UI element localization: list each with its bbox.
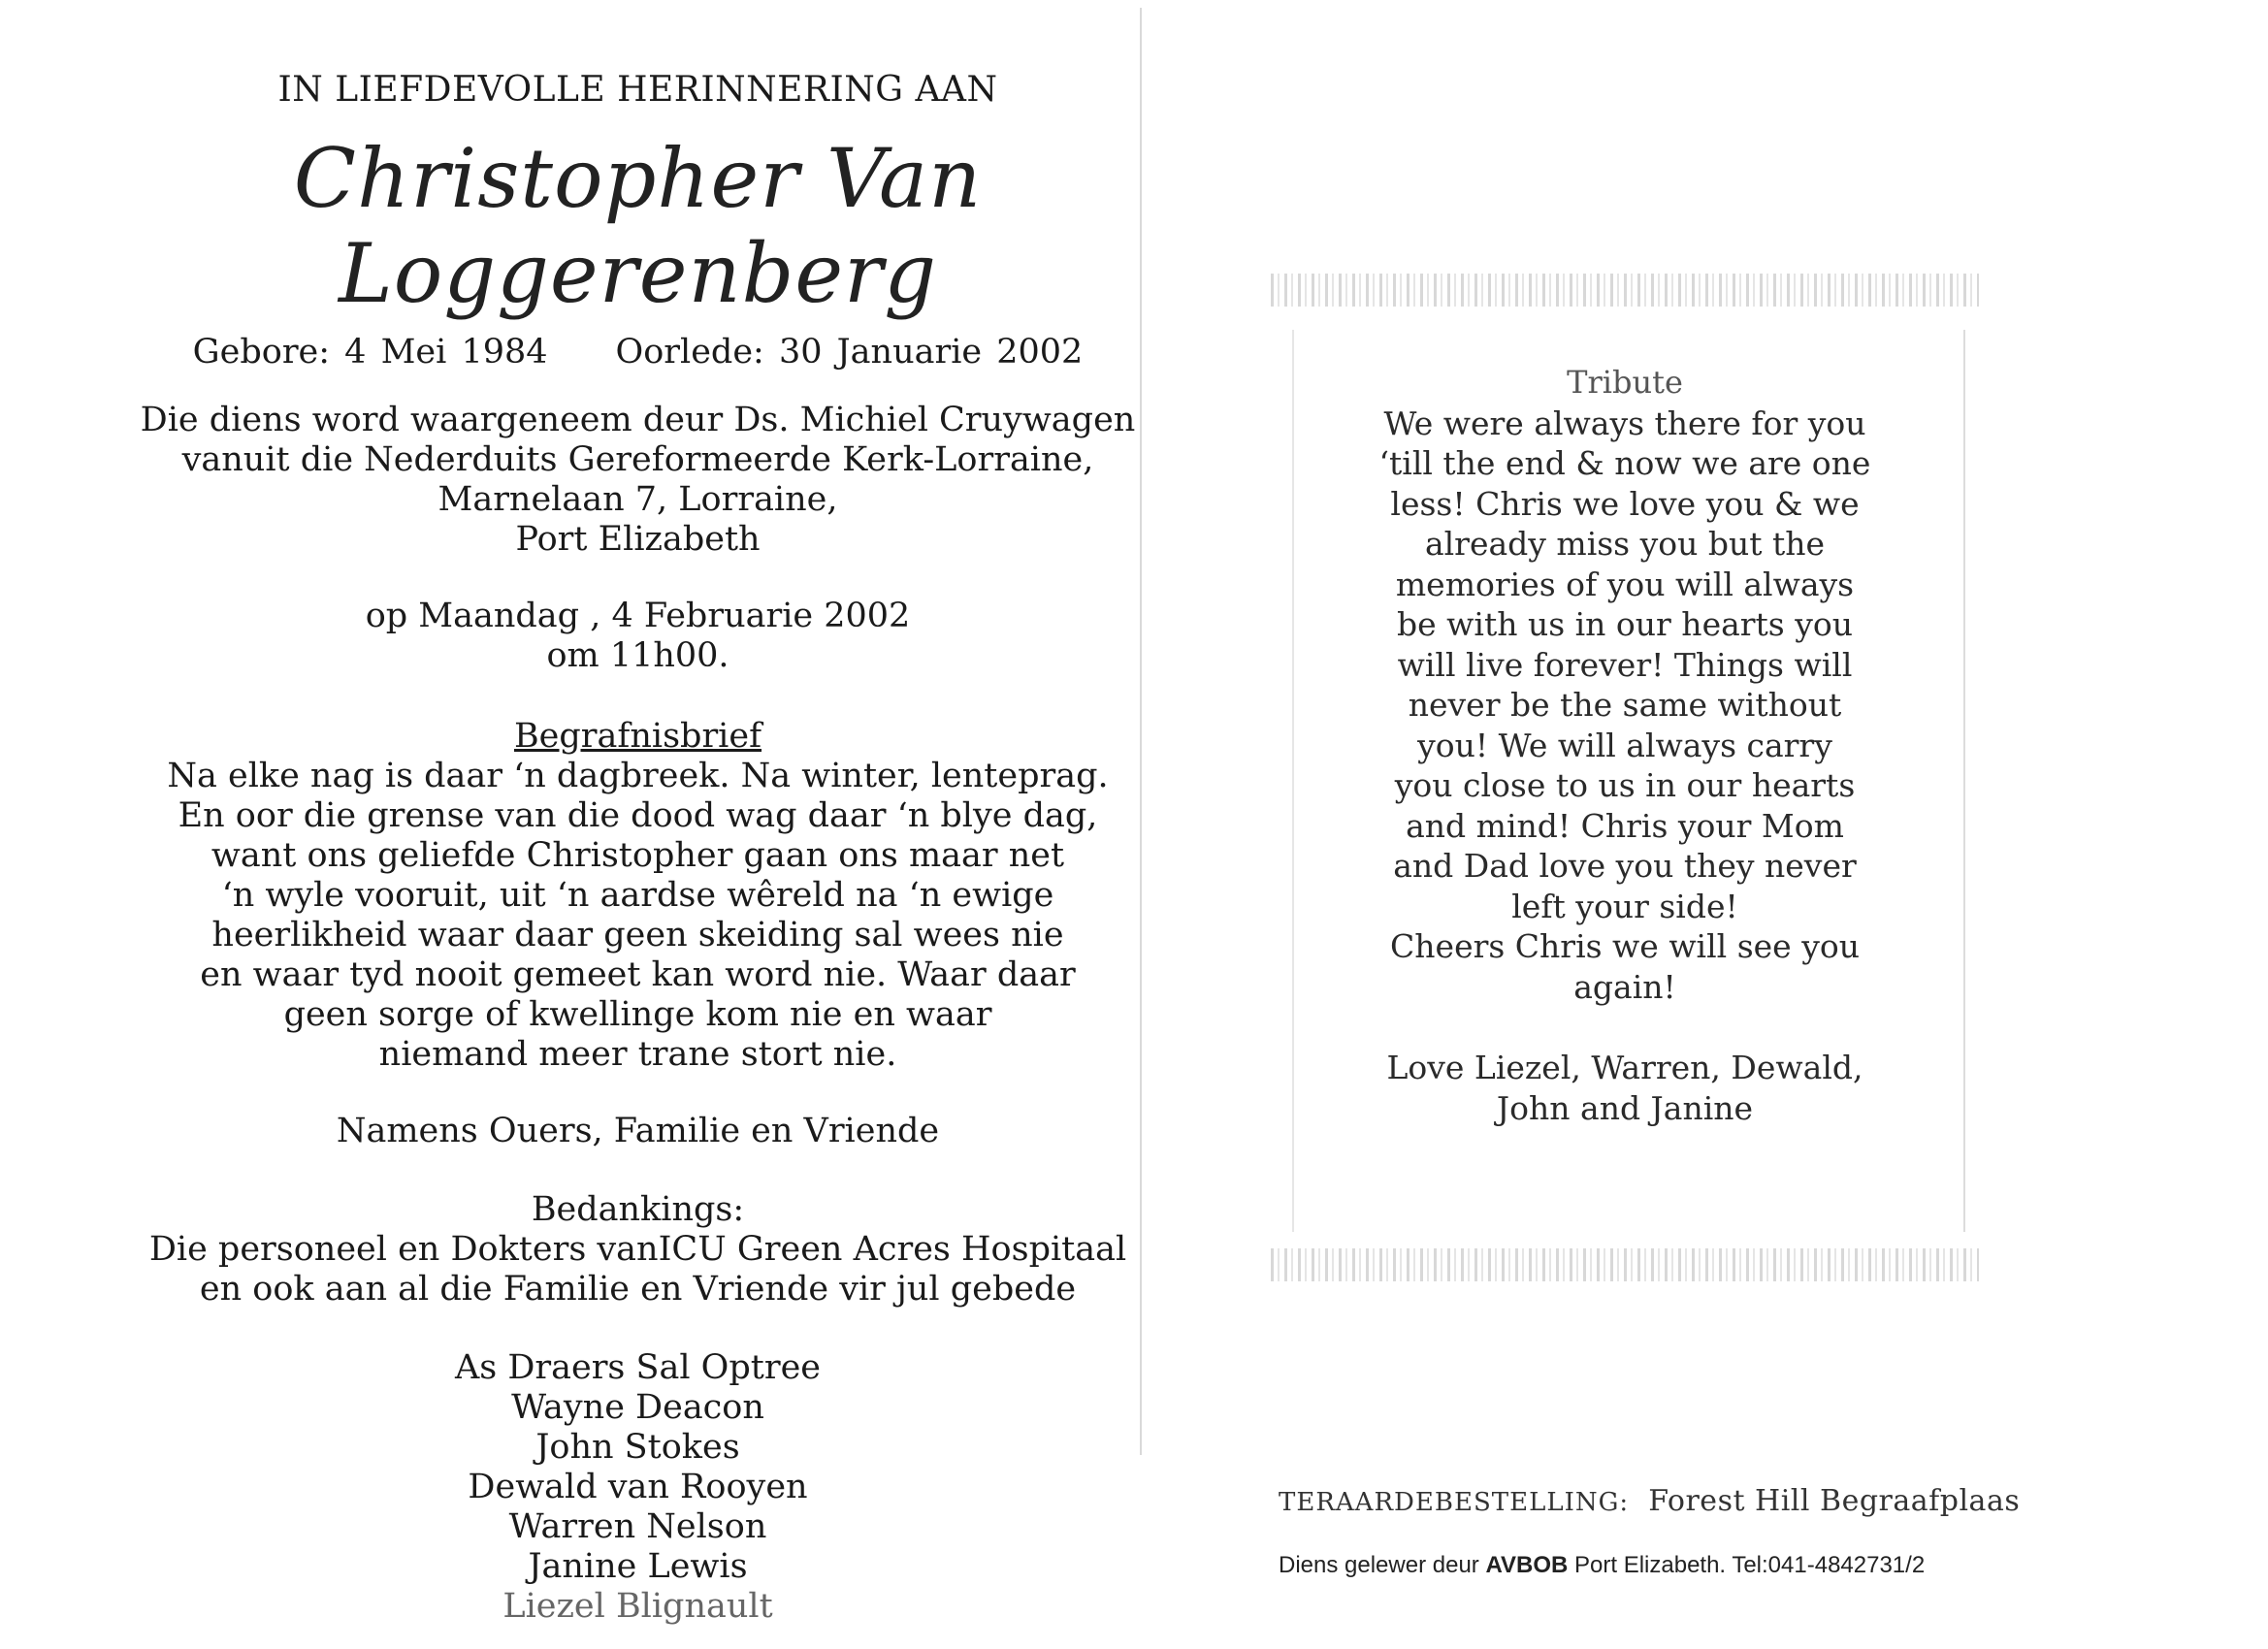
service-line: Die diens word waargeneem deur Ds. Michiel Cruywagen <box>140 401 1136 439</box>
date-line: op Maandag , 4 Februarie 2002 <box>365 597 911 635</box>
service-suffix: Port Elizabeth. Tel:041-4842731/2 <box>1574 1552 1926 1578</box>
letter-line: Na elke nag is daar ‘n dagbreek. Na winter, lenteprag. <box>167 757 1109 795</box>
service-prefix: Diens gelewer deur <box>1279 1552 1479 1578</box>
signature-line: Love Liezel, Warren, Dewald, <box>1386 1049 1863 1086</box>
tribute-line: We were always there for you <box>1383 404 1866 442</box>
left-panel <box>116 58 1159 1627</box>
bearer-name: Wayne Deacon <box>511 1388 764 1427</box>
burial-info <box>1279 1484 2152 1518</box>
on-behalf: Namens Ouers, Familie en Vriende <box>336 1112 940 1150</box>
tribute-line: and mind! Chris your Mom <box>1406 806 1844 845</box>
tribute-line: ‘till the end & now we are one <box>1378 444 1871 482</box>
service-date <box>116 597 1159 676</box>
service-company: AVBOB <box>1485 1552 1569 1578</box>
tribute-line: never be the same without <box>1408 686 1842 724</box>
tribute-line: left your side! <box>1511 887 1738 925</box>
tribute-line: and Dad love you they never <box>1393 847 1857 885</box>
service-line: Marnelaan 7, Lorraine, <box>437 480 838 519</box>
bearers-title: As Draers Sal Optree <box>454 1348 822 1387</box>
service-line: Port Elizabeth <box>515 520 761 559</box>
thanks-line: Die personeel en Dokters vanICU Green Acres Hospitaal <box>148 1230 1127 1269</box>
burial-label: TERAARDEBESTELLING: <box>1279 1488 1630 1517</box>
tribute-line: Cheers Chris we will see you <box>1390 927 1860 965</box>
letter-title: Begrafnisbrief <box>513 717 762 756</box>
service-provider <box>1279 1552 2152 1579</box>
thanks-title: Bedankings: <box>531 1190 745 1229</box>
letter-line: ‘n wyle vooruit, uit ‘n aardse wêreld na ‘n ewige <box>221 876 1054 915</box>
service-line: vanuit die Nederduits Gereformeerde Kerk-Lorraine, <box>181 440 1094 479</box>
tribute-text <box>1290 363 1960 1128</box>
deceased-name: Christopher Van Loggerenberg <box>293 131 983 321</box>
signature-line: John and Janine <box>1496 1088 1754 1127</box>
frame-bottom-border <box>1271 1248 1979 1281</box>
tribute-line: you! We will always carry <box>1417 726 1832 764</box>
burial-place: Forest Hill Begraafplaas <box>1648 1484 2021 1518</box>
letter-section <box>116 717 1159 1075</box>
life-dates <box>116 333 1159 372</box>
thanks-line: en ook aan al die Familie en Vriende vir jul gebede <box>199 1270 1077 1309</box>
death-date: Oorlede: 30 Januarie 2002 <box>615 333 1084 372</box>
bearer-name: Dewald van Rooyen <box>468 1468 808 1506</box>
birth-date: Gebore: 4 Mei 1984 <box>192 333 548 372</box>
bearer-name: Liezel Blignault <box>502 1587 773 1626</box>
bearer-name: John Stokes <box>535 1428 740 1467</box>
letter-line: geen sorge of kwellinge kom nie en waar <box>283 995 992 1034</box>
thanks-section <box>116 1190 1159 1310</box>
letter-line: want ons geliefde Christopher gaan ons maar net <box>211 836 1065 875</box>
letter-line: heerlikheid waar daar geen skeiding sal wees nie <box>211 916 1064 954</box>
tribute-line: memories of you will always <box>1395 565 1855 603</box>
letter-line: en waar tyd nooit gemeet kan word nie. Waar daar <box>200 955 1076 994</box>
letter-line: En oor die grense van die dood wag daar ‘n blye dag, <box>178 796 1098 835</box>
frame-top-border <box>1271 274 1979 307</box>
tribute-line: already miss you but the <box>1424 525 1826 563</box>
bearers-section <box>116 1348 1159 1627</box>
tribute-signature <box>1290 1048 1960 1128</box>
tribute-line: again! <box>1573 967 1676 1006</box>
tribute-title: Tribute <box>1567 364 1683 401</box>
tribute-line: less! Chris we love you & we <box>1390 484 1860 523</box>
bearer-name: Warren Nelson <box>508 1507 767 1546</box>
bearer-name: Janine Lewis <box>528 1547 748 1586</box>
letter-line: niemand meer trane stort nie. <box>378 1035 897 1074</box>
tribute-line: be with us in our hearts you <box>1397 605 1853 643</box>
time-line: om 11h00. <box>546 636 729 675</box>
memorial-heading: IN LIEFDEVOLLE HERINNERING AAN <box>277 70 998 110</box>
tribute-line: will live forever! Things will <box>1397 645 1853 684</box>
tribute-line: you close to us in our hearts <box>1394 766 1856 804</box>
service-details <box>116 401 1159 560</box>
